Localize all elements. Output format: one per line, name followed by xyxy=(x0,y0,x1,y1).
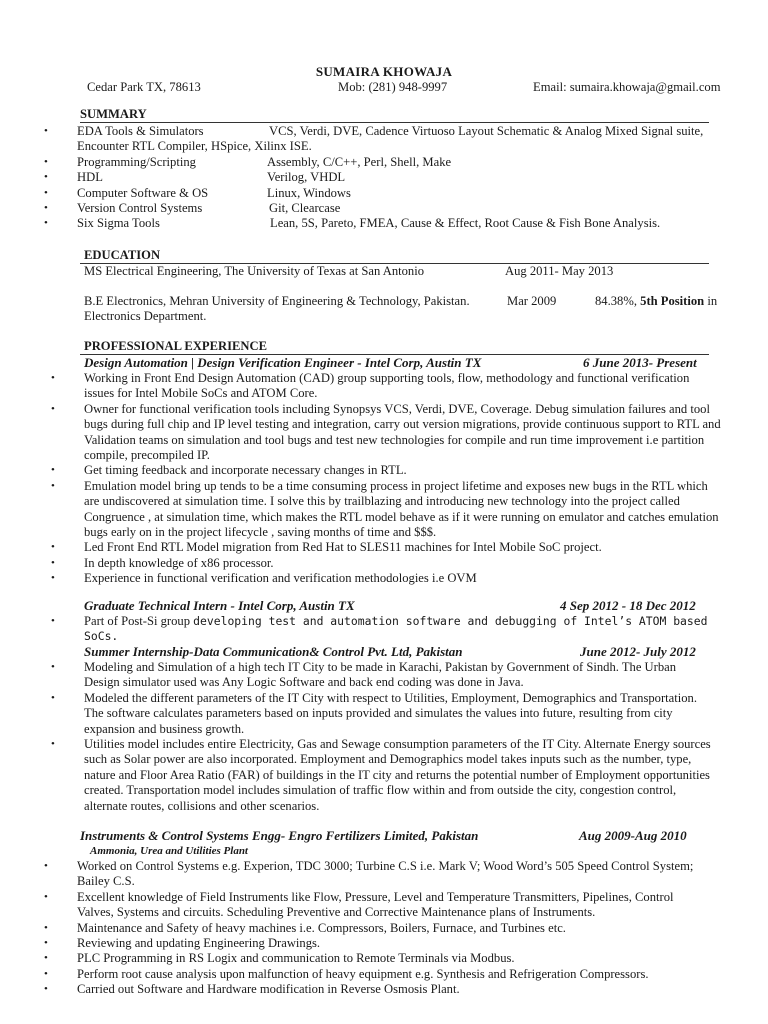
line: Perform root cause analysis upon malfunction of heavy equipment e.g. Synthesis and Refrigeration Compressors. xyxy=(77,966,649,981)
summary-value: Verilog, VHDL xyxy=(267,170,346,185)
summary-label: HDL xyxy=(77,170,103,185)
address: Cedar Park TX, 78613 xyxy=(87,80,201,94)
bullet-icon: • xyxy=(51,661,55,673)
list-item xyxy=(44,859,717,890)
bullet-icon: • xyxy=(44,921,48,934)
list-item xyxy=(51,690,724,737)
bullet-icon: • xyxy=(51,691,55,704)
bullet-icon: • xyxy=(51,464,55,477)
bullet-icon: • xyxy=(51,738,55,751)
line: PLC Programming in RS Logix and communication to Remote Terminals via Modbus. xyxy=(77,951,515,966)
bullet-icon: • xyxy=(51,556,55,569)
list-item xyxy=(44,889,717,921)
be-date: Mar 2009 xyxy=(507,294,557,308)
summary-label: EDA Tools & Simulators xyxy=(77,124,204,138)
job-title-intel: Design Automation | Design Verification Engineer - Intel Corp, Austin TX xyxy=(84,355,482,370)
list-item xyxy=(51,478,724,541)
summary-value-cont: Encounter RTL Compiler, HSpice, Xilinx ISE. xyxy=(77,139,312,154)
list-item xyxy=(44,951,717,966)
bullet-icon: • xyxy=(44,952,48,965)
be-department: Electronics Department. xyxy=(84,309,207,323)
job-title-intern: Graduate Technical Intern - Intel Corp, Austin TX xyxy=(84,598,355,613)
bullet-icon: • xyxy=(51,479,55,492)
summary-label: Computer Software & OS xyxy=(77,185,209,200)
summary-value: Linux, Windows xyxy=(267,185,351,200)
line: In depth knowledge of x86 processor. xyxy=(84,555,274,570)
list-item xyxy=(44,982,717,997)
be-in: in xyxy=(707,294,718,308)
line: Bailey C.S. xyxy=(77,874,135,889)
line: such as Solar power are also incorporated. Employment and Demographics model takes inputs such as the number, type, xyxy=(84,752,692,767)
line: alternate routes, collisions and other scenarios. xyxy=(84,798,320,813)
list-item xyxy=(51,660,724,691)
ms-degree: MS Electrical Engineering, The University of Texas at San Antonio xyxy=(84,264,425,278)
line: Led Front End RTL Model migration from Red Hat to SLES11 machines for Intel Mobile SoC project. xyxy=(84,540,602,555)
summary-item xyxy=(44,154,717,170)
line: Utilities model includes entire Electricity, Gas and Sewage consumption parameters of the IT City. Alternate Energy sources xyxy=(84,737,711,752)
intern-bullets xyxy=(51,614,724,645)
summary-label: Six Sigma Tools xyxy=(77,216,160,231)
line: Design simulator used was Any Logic Software and back end coding was done in Java. xyxy=(84,675,524,690)
line: Modeled the different parameters of the IT City with respect to Utilities, Employment, Demographics and Transportation. xyxy=(84,690,697,705)
line: The software calculates parameters based on inputs provided and simulates the values into future, resulting from city xyxy=(84,706,673,721)
line: created. Transportation model includes simulation of traffic flow within and from outside the city, congestion control, xyxy=(84,783,677,798)
job-date-engro: Aug 2009-Aug 2010 xyxy=(579,828,687,843)
list-item xyxy=(51,401,724,464)
job-date-intern: 4 Sep 2012 - 18 Dec 2012 xyxy=(560,598,696,613)
line: Modeling and Simulation of a high tech IT City to be made in Karachi, Pakistan by Government of Sindh. The Urban xyxy=(84,660,677,674)
line: are undiscovered at simulation time. I solve this by trailblazing and introducing new technology into the project called xyxy=(84,494,680,509)
summary-item xyxy=(44,216,717,231)
bullet-icon: • xyxy=(44,202,48,215)
bullet-icon: • xyxy=(51,402,55,415)
summary-value: Lean, 5S, Pareto, FMEA, Cause & Effect, Root Cause & Fish Bone Analysis. xyxy=(270,216,661,231)
bullet-icon: • xyxy=(44,860,48,872)
candidate-name: SUMAIRA KHOWAJA xyxy=(315,64,453,79)
bullet-icon: • xyxy=(44,186,48,199)
summary-value: Git, Clearcase xyxy=(269,201,341,216)
be-degree: B.E Electronics, Mehran University of Engineering & Technology, Pakistan. xyxy=(84,294,470,308)
list-item xyxy=(51,737,724,814)
line: compile, precompiled IP. xyxy=(84,448,210,463)
summary-value: Assembly, C/C++, Perl, Shell, Make xyxy=(267,154,452,169)
bullet-icon: • xyxy=(51,541,55,554)
line: expansion and business growth. xyxy=(84,721,245,736)
summary-label: Programming/Scripting xyxy=(77,154,196,169)
bullet-icon: • xyxy=(44,890,48,903)
line: bugs early on in the project lifecycle , saving months of time and $$$. xyxy=(84,525,437,540)
line: issues for Intel Mobile SoCs and ATOM Core. xyxy=(84,386,318,401)
summary-heading: SUMMARY xyxy=(80,107,147,121)
bullet-icon: • xyxy=(44,171,48,184)
bullet-icon: • xyxy=(44,983,48,996)
list-item xyxy=(51,540,724,555)
job-title-summer: Summer Internship-Data Communication& Control Pvt. Ltd, Pakistan xyxy=(84,644,463,659)
mobile: Mob: (281) 948-9997 xyxy=(338,80,448,94)
summer-bullets xyxy=(51,660,724,814)
summary-item xyxy=(44,124,717,155)
line: Valves, Systems and circuits. Scheduling Preventive and Corrective Maintenance plans of Instruments. xyxy=(77,905,596,920)
line: Get timing feedback and incorporate necessary changes in RTL. xyxy=(84,463,407,478)
line: Reviewing and updating Engineering Drawings. xyxy=(77,936,321,951)
list-item xyxy=(51,371,724,402)
summary-item xyxy=(44,201,717,216)
line: Working in Front End Design Automation (CAD) group supporting tools, flow, methodology and functional verification xyxy=(84,371,690,385)
line: Validation teams on simulation and tool bugs and test new technologies for compile and run time improvement i.e partition xyxy=(84,432,705,447)
experience-heading: PROFESSIONAL EXPERIENCE xyxy=(84,339,267,353)
line: Part of Post-Si group xyxy=(84,614,194,628)
line: Carried out Software and Hardware modification in Reverse Osmosis Plant. xyxy=(77,982,460,997)
line: Experience in functional verification and verification methodologies i.e OVM xyxy=(84,571,477,586)
line: developing test and automation software and debugging of Intel’s ATOM based SoCs. xyxy=(84,614,708,644)
education-heading: EDUCATION xyxy=(84,248,161,262)
job-date-intel: 6 June 2013- Present xyxy=(583,355,697,370)
bullet-icon: • xyxy=(44,937,48,950)
be-percentage: 84.38%, xyxy=(595,294,637,308)
summary-value: VCS, Verdi, DVE, Cadence Virtuoso Layout Schematic & Analog Mixed Signal suite, xyxy=(269,124,704,138)
bullet-icon: • xyxy=(44,217,48,230)
line: bugs during full chip and IP level testing and integration, carry out version migrations, provide continuous support to RTL and xyxy=(84,417,721,432)
list-item xyxy=(44,920,717,936)
email: Email: sumaira.khowaja@gmail.com xyxy=(533,80,721,94)
list-item xyxy=(51,571,724,586)
line: Excellent knowledge of Field Instruments like Flow, Pressure, Level and Temperature Transmitters, Pipelines, Control xyxy=(77,889,674,904)
summary-item xyxy=(44,185,717,201)
engro-bullets xyxy=(44,859,717,998)
plant-subtitle: Ammonia, Urea and Utilities Plant xyxy=(90,845,248,857)
summary-item xyxy=(44,170,717,185)
job-title-engro: Instruments & Control Systems Engg- Engro Fertilizers Limited, Pakistan xyxy=(80,828,479,843)
line: nature and Floor Area Ratio (FAR) of buildings in the IT city and returns the potential number of Employment opportunities xyxy=(84,767,710,782)
list-item xyxy=(44,966,717,982)
job-date-summer: June 2012- July 2012 xyxy=(580,644,696,659)
line: Emulation model bring up tends to be a time consuming process in project lifetime and exposes new bugs in the RTL which xyxy=(84,478,708,493)
list-item xyxy=(51,463,724,478)
bullet-icon: • xyxy=(44,125,48,137)
line: Owner for functional verification tools including Synopsys VCS, Verdi, DVE, Coverage. Debug simulation failures and tool xyxy=(84,401,710,416)
bullet-icon: • xyxy=(51,615,55,627)
bullet-icon: • xyxy=(51,372,55,384)
ms-date: Aug 2011- May 2013 xyxy=(505,264,614,278)
summary-rule xyxy=(80,122,709,123)
summary-label: Version Control Systems xyxy=(77,201,203,216)
line: Worked on Control Systems e.g. Experion, TDC 3000; Turbine C.S i.e. Mark V; Wood Word’s 505 Speed Control System; xyxy=(77,859,694,873)
list-item xyxy=(44,936,717,951)
line: Maintenance and Safety of heavy machines i.e. Compressors, Boilers, Furnace, and Turbines etc. xyxy=(77,920,566,935)
bullet-icon: • xyxy=(51,572,55,585)
list-item xyxy=(51,555,724,571)
bullet-icon: • xyxy=(44,155,48,168)
bullet-icon: • xyxy=(44,967,48,980)
list-item xyxy=(51,614,724,645)
intel-bullets xyxy=(51,371,724,587)
be-score xyxy=(595,294,717,309)
line: Congruence , at simulation time, which makes the RTL model behave as if it were running on emulator and catches emulation xyxy=(84,509,719,524)
be-position: 5th Position xyxy=(640,294,705,308)
summary-list xyxy=(44,124,717,232)
